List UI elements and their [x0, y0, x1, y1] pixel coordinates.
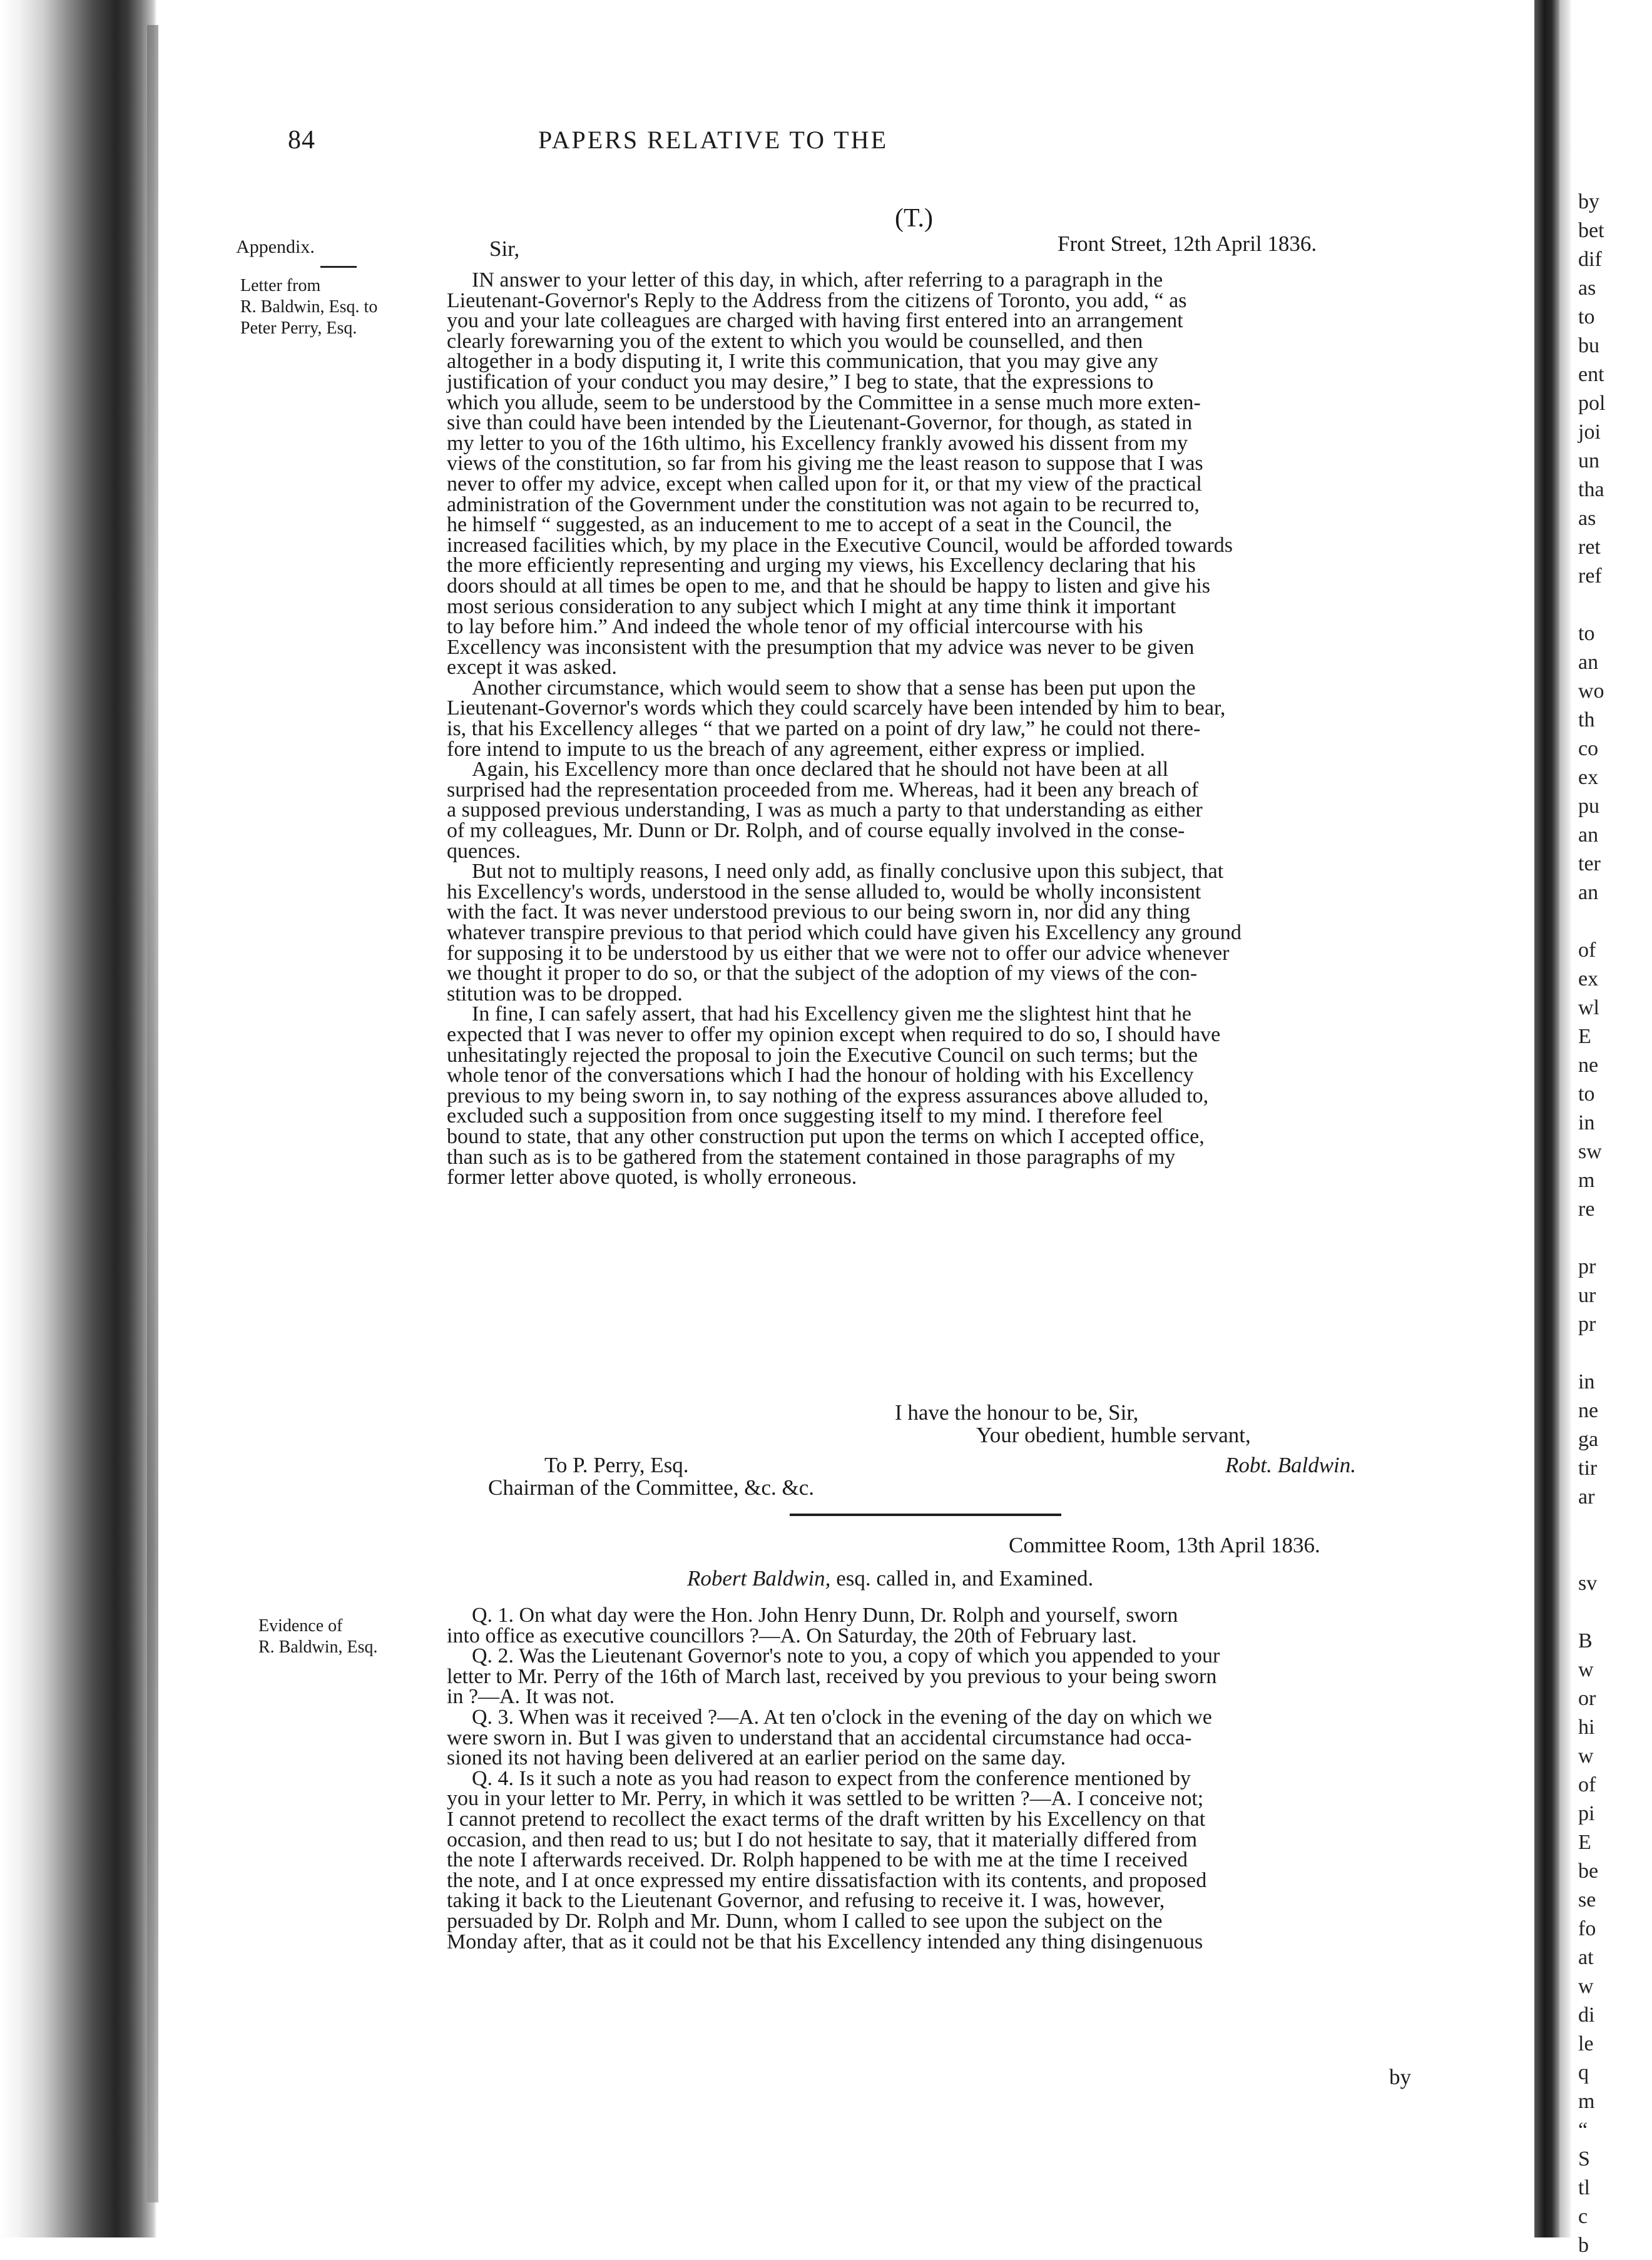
facing-page-fragment: pr [1578, 1255, 1596, 1278]
facing-page-gutter [1534, 0, 1559, 2237]
letter-text-line: stitution was to be dropped. [447, 982, 683, 1005]
facing-page-fragment: E [1578, 1025, 1591, 1048]
evidence-text-line: the note, and I at once expressed my entire dissatisfaction with its contents, and proposed [447, 1868, 1207, 1892]
letter-text-line: IN answer to your letter of this day, in which, after referring to a paragraph in the [472, 268, 1163, 292]
facing-page-fragment: of [1578, 1773, 1596, 1796]
margin-note-rule [320, 266, 357, 268]
letter-text-line: justification of your conduct you may desire,” I beg to state, that the expressions to [447, 370, 1154, 394]
letter-text-line: with the fact. It was never understood previous to our being sworn in, nor did any thing [447, 900, 1190, 924]
facing-page-fragment: pu [1578, 795, 1599, 818]
letter-text-line: quences. [447, 839, 521, 863]
facing-page-fragment: re [1578, 1198, 1595, 1221]
letter-text-line: Lieutenant-Governor's Reply to the Address from the citizens of Toronto, you add, “ as [447, 288, 1187, 312]
facing-page-fragment: q [1578, 2061, 1589, 2084]
facing-page-fragment: w [1578, 1658, 1594, 1681]
letter-text-line: to lay before him.” And indeed the whole tenor of my official intercourse with his [447, 615, 1143, 639]
facing-page-fragment: ar [1578, 1485, 1595, 1509]
facing-page-fragment [1578, 1512, 1652, 1540]
facing-page-fragment: ur [1578, 1284, 1596, 1307]
letter-text-line: bound to state, that any other construction put upon the terms on which I accepted office, [447, 1124, 1205, 1148]
page-number: 84 [288, 126, 315, 155]
facing-page-fragment: tha [1578, 478, 1604, 501]
witness-heading-rest: esq. called in, and Examined. [836, 1566, 1094, 1591]
facing-page-strip [1522, 0, 1652, 2257]
margin-note-line: Evidence of [258, 1616, 343, 1636]
facing-page-fragment: tl [1578, 2176, 1590, 2199]
letter-text-line: Excellency was inconsistent with the presumption that my advice was never to be given [447, 635, 1195, 659]
letter-text-line: his Excellency's words, understood in the sense alluded to, would be wholly inconsistent [447, 880, 1201, 903]
letter-text-line: views of the constitution, so far from his giving me the least reason to suppose that I was [447, 452, 1203, 476]
facing-page-fragment: to [1578, 622, 1595, 645]
catchword: by [1389, 2065, 1411, 2089]
page-header [288, 125, 1439, 169]
paragraph [447, 1766, 1417, 1953]
letter-text-line: a supposed previous understanding, I was as much a party to that understanding as either [447, 798, 1203, 822]
facing-page-fragment: “ [1578, 2119, 1588, 2142]
paragraph [447, 1646, 1417, 1708]
letter-text-line: which you allude, seem to be understood by the Committee in a sense much more exten- [447, 390, 1201, 414]
letter-text-line: for supposing it to be understood by us either that we were not to offer our advice whenever [447, 941, 1230, 965]
facing-page-fragment: ex [1578, 766, 1599, 789]
letter-text-line: previous to my being sworn in, to say nothing of the express assurances above alluded to, [447, 1084, 1209, 1107]
evidence-text-line: I cannot pretend to recollect the exact terms of the draft written by his Excellency on that [447, 1807, 1206, 1831]
letter-text-line: we thought it proper to do so, or that the subject of the adoption of my views of the con- [447, 962, 1198, 985]
letter-text-line: is, that his Excellency alleges “ that we parted on a point of dry law,” he could not there- [447, 717, 1201, 741]
facing-page-fragment: w [1578, 1975, 1594, 1998]
facing-page-fragment: be [1578, 1860, 1599, 1883]
facing-page-fragment: pol [1578, 392, 1606, 415]
facing-page-fragment: w [1578, 1744, 1594, 1768]
facing-page-fragment: bu [1578, 334, 1599, 357]
letter-salutation: Sir, [489, 237, 520, 261]
evidence-text-line: were sworn in. But I was given to understand that an accidental circumstance had occa- [447, 1726, 1192, 1749]
letter-text-line: he himself “ suggested, as an inducement to me to accept of a seat in the Council, the [447, 513, 1172, 537]
facing-page-fragment: of [1578, 939, 1596, 962]
facing-page-fragment: b [1578, 2234, 1589, 2257]
evidence-text-line: in ?—A. It was not. [447, 1685, 615, 1709]
margin-note-letter-from [240, 275, 422, 339]
section-mark: (T.) [895, 204, 934, 233]
facing-page-fragment [1578, 1224, 1652, 1253]
letter-text-line: clearly forewarning you of the extent to which you would be counselled, and then [447, 329, 1143, 353]
evidence-text-line: Q. 2. Was the Lieutenant Governor's note to you, a copy of which you appended to your [472, 1644, 1220, 1668]
letter-body [447, 270, 1417, 1188]
facing-page-text-fragments [1578, 188, 1652, 2257]
letter-text-line: increased facilities which, by my place in the Executive Council, would be afforded towards [447, 533, 1233, 557]
facing-page-fragment [1578, 1598, 1652, 1627]
paragraph [447, 1606, 1417, 1646]
facing-page-fragment [1578, 1540, 1652, 1569]
letter-text-line: unhesitatingly rejected the proposal to join the Executive Council on such terms; but the [447, 1043, 1198, 1067]
letter-text-line: than such as is to be gathered from the statement contained in those paragraphs of my [447, 1145, 1176, 1169]
facing-page-fragment: or [1578, 1687, 1596, 1710]
evidence-text-line: you in your letter to Mr. Perry, in which it was settled to be written ?—A. I conceive not; [447, 1787, 1204, 1811]
facing-page-fragment: ga [1578, 1428, 1599, 1451]
paragraph [447, 760, 1417, 862]
letter-text-line: whatever transpire previous to that period which could have given his Excellency any ground [447, 921, 1242, 944]
facing-page-fragment: B [1578, 1629, 1593, 1652]
facing-page-fragment: ter [1578, 852, 1601, 875]
facing-page-fragment: un [1578, 449, 1599, 472]
letter-addressee: To P. Perry, Esq. [544, 1453, 689, 1477]
witness-name: Robert Baldwin, [687, 1566, 831, 1591]
facing-page-fragment: ne [1578, 1054, 1599, 1077]
letter-text-line: surprised had the representation proceeded from me. Whereas, had it been any breach of [447, 778, 1199, 802]
margin-note-evidence [258, 1616, 440, 1658]
letter-text-line: the more efficiently representing and urging my views, his Excellency declaring that his [447, 554, 1196, 578]
facing-page-fragment: pi [1578, 1802, 1595, 1825]
facing-page-fragment [1578, 1339, 1652, 1368]
facing-page-fragment: an [1578, 881, 1599, 904]
facing-page-fragment: fo [1578, 1917, 1596, 1940]
letter-text-line: Again, his Excellency more than once declared that he should not have been at all [472, 758, 1169, 781]
evidence-text-line: persuaded by Dr. Rolph and Mr. Dunn, whom I called to see upon the subject on the [447, 1909, 1163, 1933]
evidence-text-line: sioned its not having been delivered at an earlier period on the same day. [447, 1746, 1066, 1770]
letter-text-line: sive than could have been intended by the Lieutenant-Governor, for though, as stated in [447, 411, 1193, 435]
facing-page-fragment: to [1578, 305, 1595, 328]
letter-addressee-title: Chairman of the Committee, &c. &c. [488, 1475, 814, 1500]
facing-page-fragment: c [1578, 2205, 1588, 2228]
letter-text-line: In fine, I can safely assert, that had his Excellency given me the slightest hint that he [472, 1002, 1191, 1026]
facing-page-fragment: as [1578, 277, 1596, 300]
letter-text-line: doors should at all times be open to me, and that he should be happy to listen and give his [447, 574, 1211, 598]
evidence-body [447, 1606, 1417, 1952]
letter-text-line: altogether in a body disputing it, I write this communication, that you may give any [447, 350, 1158, 374]
facing-page-fragment: dif [1578, 248, 1602, 271]
facing-page-fragment: se [1578, 1888, 1596, 1911]
paragraph [447, 862, 1417, 1004]
facing-page-fragment: wl [1578, 996, 1599, 1019]
facing-page-fragment: joi [1578, 420, 1601, 444]
evidence-text-line: the note I afterwards received. Dr. Rolph happened to be with me at the time I received [447, 1848, 1188, 1872]
evidence-text-line: taking it back to the Lieutenant Governor, and refusing to receive it. I was, however, [447, 1889, 1165, 1913]
facing-page-fragment: le [1578, 2032, 1594, 2055]
paragraph [447, 678, 1417, 760]
facing-page-fragment: m [1578, 2090, 1595, 2113]
letter-text-line: former letter above quoted, is wholly erroneous. [447, 1166, 857, 1189]
facing-page-edge [1559, 0, 1571, 2237]
margin-note-line: R. Baldwin, Esq. to [240, 297, 378, 317]
facing-page-fragment: hi [1578, 1716, 1595, 1739]
evidence-text-line: occasion, and then read to us; but I do not hesitate to say, that it materially differed from [447, 1828, 1198, 1851]
facing-page-fragment: S [1578, 2147, 1590, 2171]
letter-text-line: except it was asked. [447, 656, 617, 680]
margin-note-line: Peter Perry, Esq. [240, 318, 357, 338]
letter-text-line: of my colleagues, Mr. Dunn or Dr. Rolph, and of course equally involved in the conse- [447, 819, 1185, 843]
evidence-text-line: letter to Mr. Perry of the 16th of March last, received by you previous to your being sworn [447, 1664, 1217, 1688]
facing-page-fragment: m [1578, 1169, 1595, 1192]
facing-page-fragment: ne [1578, 1399, 1599, 1422]
letter-text-line: whole tenor of the conversations which I had the honour of holding with his Excellency [447, 1064, 1194, 1087]
facing-page-fragment: di [1578, 2003, 1595, 2027]
letter-text-line: fore intend to impute to us the breach of any agreement, either express or implied. [447, 737, 1145, 761]
letter-text-line: Lieutenant-Governor's words which they could scarcely have been intended by him to bear, [447, 696, 1226, 720]
facing-page-fragment: as [1578, 507, 1596, 530]
letter-text-line: you and your late colleagues are charged with having first entered into an arrangement [447, 309, 1183, 333]
paragraph [447, 270, 1417, 678]
letter-dateline: Front Street, 12th April 1836. [1058, 232, 1317, 256]
facing-page-fragment: an [1578, 823, 1599, 847]
facing-page-fragment: an [1578, 651, 1599, 674]
evidence-dateline: Committee Room, 13th April 1836. [1009, 1533, 1320, 1557]
facing-page-fragment: in [1578, 1370, 1595, 1393]
facing-page-fragment [1578, 907, 1652, 936]
evidence-text-line: Q. 3. When was it received ?—A. At ten o'clock in the evening of the day on which we [472, 1705, 1212, 1729]
facing-page-fragment: in [1578, 1111, 1595, 1134]
paragraph [447, 1705, 1417, 1770]
facing-page-fragment: tir [1578, 1457, 1598, 1480]
letter-text-line: Another circumstance, which would seem to show that a sense has been put upon the [472, 676, 1196, 700]
letter-signature: Robt. Baldwin. [1225, 1453, 1357, 1477]
letter-subscription: Your obedient, humble servant, [976, 1423, 1251, 1447]
facing-page-fragment: ref [1578, 564, 1602, 588]
facing-page-fragment: to [1578, 1082, 1595, 1106]
letter-text-line: But not to multiply reasons, I need only add, as finally conclusive upon this subject, that [472, 860, 1224, 883]
margin-note-line: R. Baldwin, Esq. [258, 1637, 378, 1657]
facing-page-fragment: sw [1578, 1140, 1602, 1163]
facing-page-fragment: by [1578, 190, 1599, 213]
facing-page-fragment: th [1578, 708, 1595, 731]
letter-text-line: never to offer my advice, except when called upon for it, or that my view of the practical [447, 472, 1202, 496]
evidence-text-line: Monday after, that as it could not be that his Excellency intended any thing disingenuous [447, 1930, 1203, 1953]
letter-text-line: administration of the Government under the constitution was not again to be recurred to, [447, 492, 1200, 516]
facing-page-fragment: ex [1578, 967, 1599, 990]
paragraph [447, 1004, 1417, 1188]
evidence-text-line: into office as executive councillors ?—A. On Saturday, the 20th of February last. [447, 1624, 1137, 1647]
facing-page-fragment: co [1578, 737, 1599, 760]
facing-page-fragment [1578, 591, 1652, 619]
facing-page-fragment: pr [1578, 1313, 1596, 1336]
evidence-heading [687, 1566, 1093, 1591]
facing-page-fragment: ent [1578, 363, 1604, 386]
letter-closing: I have the honour to be, Sir, [895, 1400, 1139, 1425]
facing-page-fragment: bet [1578, 219, 1604, 242]
margin-note-appendix: Appendix. [236, 237, 315, 257]
running-head: PAPERS RELATIVE TO THE [538, 126, 889, 154]
book-binding-gutter [0, 0, 156, 2237]
letter-text-line: excluded such a supposition from once suggesting itself to my mind. I therefore feel [447, 1104, 1163, 1128]
section-divider [790, 1514, 1061, 1516]
facing-page-fragment: sv [1578, 1572, 1598, 1595]
facing-page-fragment: ret [1578, 536, 1601, 559]
letter-text-line: most serious consideration to any subject which I might at any time think it important [447, 594, 1176, 618]
facing-page-fragment: E [1578, 1831, 1591, 1854]
evidence-text-line: Q. 1. On what day were the Hon. John Henry Dunn, Dr. Rolph and yourself, sworn [472, 1604, 1178, 1627]
margin-note-line: Letter from [240, 276, 321, 295]
facing-page-fragment: wo [1578, 680, 1604, 703]
letter-text-line: my letter to you of the 16th ultimo, his Excellency frankly avowed his dissent from my [447, 431, 1188, 455]
facing-page-fragment: at [1578, 1946, 1594, 1969]
evidence-text-line: Q. 4. Is it such a note as you had reason to expect from the conference mentioned by [472, 1766, 1191, 1790]
letter-text-line: expected that I was never to offer my opinion except when required to do so, I should have [447, 1022, 1221, 1046]
